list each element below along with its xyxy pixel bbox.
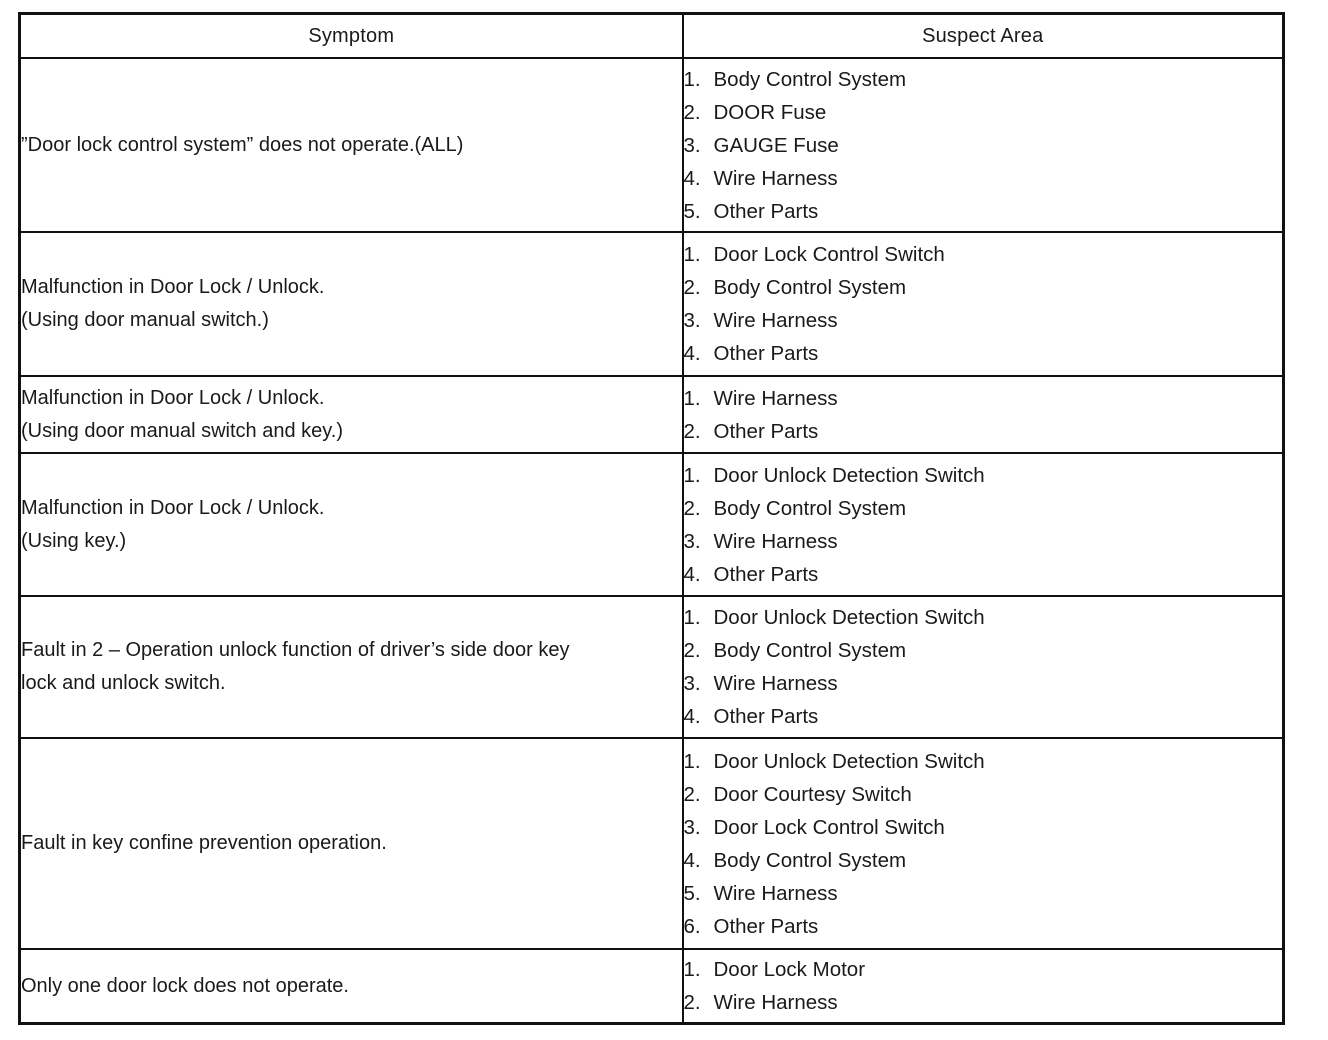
suspect-item-number: 1. — [683, 958, 701, 981]
suspect-item-number: 2. — [683, 496, 701, 520]
suspect-item-number: 6. — [683, 914, 701, 938]
suspect-item-number: 1. — [683, 463, 701, 487]
symptom-cell — [20, 949, 683, 1024]
suspect-area-cell — [683, 596, 1284, 738]
symptom-text: (Using door manual switch.) — [21, 309, 269, 331]
symptom-cell — [20, 376, 683, 453]
suspect-item-number: 1. — [683, 386, 701, 410]
suspect-item-text: Body Control System — [713, 67, 907, 91]
suspect-item — [684, 337, 1283, 370]
symptom-cell — [20, 738, 683, 949]
suspect-item — [684, 459, 1283, 492]
suspect-item-number: 5. — [683, 881, 701, 905]
symptom-cell — [20, 58, 683, 232]
suspect-item — [684, 844, 1283, 877]
symptom-text: Fault in 2 – Operation unlock function of driver’s side door key — [21, 639, 570, 661]
suspect-item-text: GAUGE Fuse — [713, 133, 839, 157]
suspect-list — [684, 601, 1283, 733]
suspect-item-text: Door Courtesy Switch — [713, 782, 912, 806]
suspect-item — [684, 63, 1283, 96]
suspect-item-number: 5. — [683, 199, 701, 223]
symptom-text: Malfunction in Door Lock / Unlock. — [21, 496, 325, 519]
suspect-item — [684, 910, 1283, 943]
suspect-item — [684, 271, 1283, 304]
symptom-text: Only one door lock does not operate. — [21, 974, 349, 997]
suspect-area-cell — [683, 949, 1284, 1024]
suspect-list — [684, 238, 1283, 370]
suspect-item-number: 4. — [683, 562, 701, 586]
table-row — [20, 232, 1284, 376]
table-body — [20, 58, 1284, 1024]
suspect-item-text: Other Parts — [713, 562, 819, 586]
suspect-list — [684, 63, 1283, 228]
suspect-item — [684, 129, 1283, 162]
suspect-item-number: 2. — [683, 991, 701, 1014]
suspect-item-number: 4. — [683, 166, 701, 190]
suspect-item-text: Wire Harness — [713, 881, 838, 905]
suspect-item-text: Other Parts — [713, 342, 819, 365]
symptom-cell — [20, 596, 683, 738]
suspect-area-cell — [683, 376, 1284, 453]
suspect-list — [684, 382, 1283, 448]
suspect-item-number: 2. — [683, 639, 701, 662]
table-row — [20, 58, 1284, 232]
suspect-item — [684, 986, 1283, 1019]
suspect-item-text: Wire Harness — [713, 166, 838, 190]
suspect-list — [684, 953, 1283, 1019]
suspect-item-text: Other Parts — [713, 914, 819, 938]
suspect-item-number: 2. — [683, 419, 701, 443]
symptom-cell — [20, 232, 683, 376]
suspect-item-number: 3. — [683, 309, 701, 332]
suspect-item — [684, 601, 1283, 634]
table-row — [20, 596, 1284, 738]
suspect-item — [684, 953, 1283, 986]
suspect-item-number: 3. — [683, 529, 701, 553]
symptom-text: (Using door manual switch and key.) — [21, 419, 343, 442]
header-row — [20, 14, 1284, 59]
suspect-item-text: Door Unlock Detection Switch — [713, 606, 985, 629]
suspect-item-text: Wire Harness — [713, 529, 838, 553]
symptom-text: Malfunction in Door Lock / Unlock. — [21, 386, 325, 409]
symptom-text: (Using key.) — [21, 529, 127, 552]
suspect-item-text: Door Lock Control Switch — [713, 243, 945, 266]
suspect-item — [684, 415, 1283, 448]
suspect-item — [684, 382, 1283, 415]
suspect-item-text: Door Unlock Detection Switch — [713, 749, 985, 773]
suspect-item — [684, 811, 1283, 844]
table-row — [20, 453, 1284, 596]
suspect-item-number: 1. — [683, 749, 701, 773]
suspect-area-column-header: Suspect Area — [683, 14, 1284, 59]
suspect-item-number: 1. — [683, 243, 701, 266]
suspect-item — [684, 304, 1283, 337]
suspect-item-number: 2. — [683, 100, 701, 124]
suspect-item-text: Other Parts — [713, 419, 819, 443]
suspect-item — [684, 558, 1283, 591]
suspect-item-number: 2. — [683, 276, 701, 299]
suspect-item — [684, 162, 1283, 195]
suspect-item — [684, 238, 1283, 271]
suspect-area-cell — [683, 453, 1284, 596]
suspect-item-number: 1. — [683, 606, 701, 629]
suspect-item-number: 3. — [683, 672, 701, 695]
table-header — [20, 14, 1284, 59]
suspect-item — [684, 195, 1283, 228]
suspect-item — [684, 778, 1283, 811]
suspect-item-number: 3. — [683, 133, 701, 157]
suspect-item-number: 4. — [683, 342, 701, 365]
suspect-item-number: 4. — [683, 705, 701, 728]
suspect-item-text: Wire Harness — [713, 309, 838, 332]
suspect-item-text: Wire Harness — [713, 672, 838, 695]
suspect-area-cell — [683, 58, 1284, 232]
suspect-item-text: Door Lock Control Switch — [713, 815, 945, 839]
suspect-item-number: 1. — [683, 67, 701, 91]
symptom-cell — [20, 453, 683, 596]
suspect-item-text: Other Parts — [713, 705, 819, 728]
symptom-text: Malfunction in Door Lock / Unlock. — [21, 276, 325, 298]
suspect-item — [684, 634, 1283, 667]
suspect-item-text: Body Control System — [713, 496, 907, 520]
suspect-item-number: 2. — [683, 782, 701, 806]
symptom-text: lock and unlock switch. — [21, 672, 226, 694]
suspect-item-text: Body Control System — [713, 639, 907, 662]
suspect-item-text: Wire Harness — [713, 991, 838, 1014]
suspect-item — [684, 525, 1283, 558]
suspect-item — [684, 667, 1283, 700]
suspect-item-text: Other Parts — [713, 199, 819, 223]
suspect-item-number: 3. — [683, 815, 701, 839]
symptom-text: Fault in key confine prevention operation. — [21, 832, 387, 854]
suspect-item-text: Body Control System — [713, 848, 907, 872]
suspect-item-text: Door Unlock Detection Switch — [713, 463, 985, 487]
suspect-item-text: Door Lock Motor — [713, 958, 866, 981]
symptom-text: ”Door lock control system” does not operate.(ALL) — [21, 133, 464, 156]
troubleshooting-table — [18, 12, 1285, 1025]
suspect-list — [684, 459, 1283, 591]
suspect-list — [684, 745, 1283, 943]
suspect-item — [684, 492, 1283, 525]
table-row — [20, 949, 1284, 1024]
suspect-area-cell — [683, 738, 1284, 949]
suspect-item — [684, 96, 1283, 129]
suspect-item-text: Wire Harness — [713, 386, 838, 410]
suspect-item — [684, 877, 1283, 910]
table-row — [20, 738, 1284, 949]
table-row — [20, 376, 1284, 453]
suspect-item-text: DOOR Fuse — [713, 100, 827, 124]
suspect-item — [684, 700, 1283, 733]
suspect-item-number: 4. — [683, 848, 701, 872]
suspect-item-text: Body Control System — [713, 276, 907, 299]
symptom-column-header: Symptom — [20, 14, 683, 59]
suspect-area-cell — [683, 232, 1284, 376]
suspect-item — [684, 745, 1283, 778]
